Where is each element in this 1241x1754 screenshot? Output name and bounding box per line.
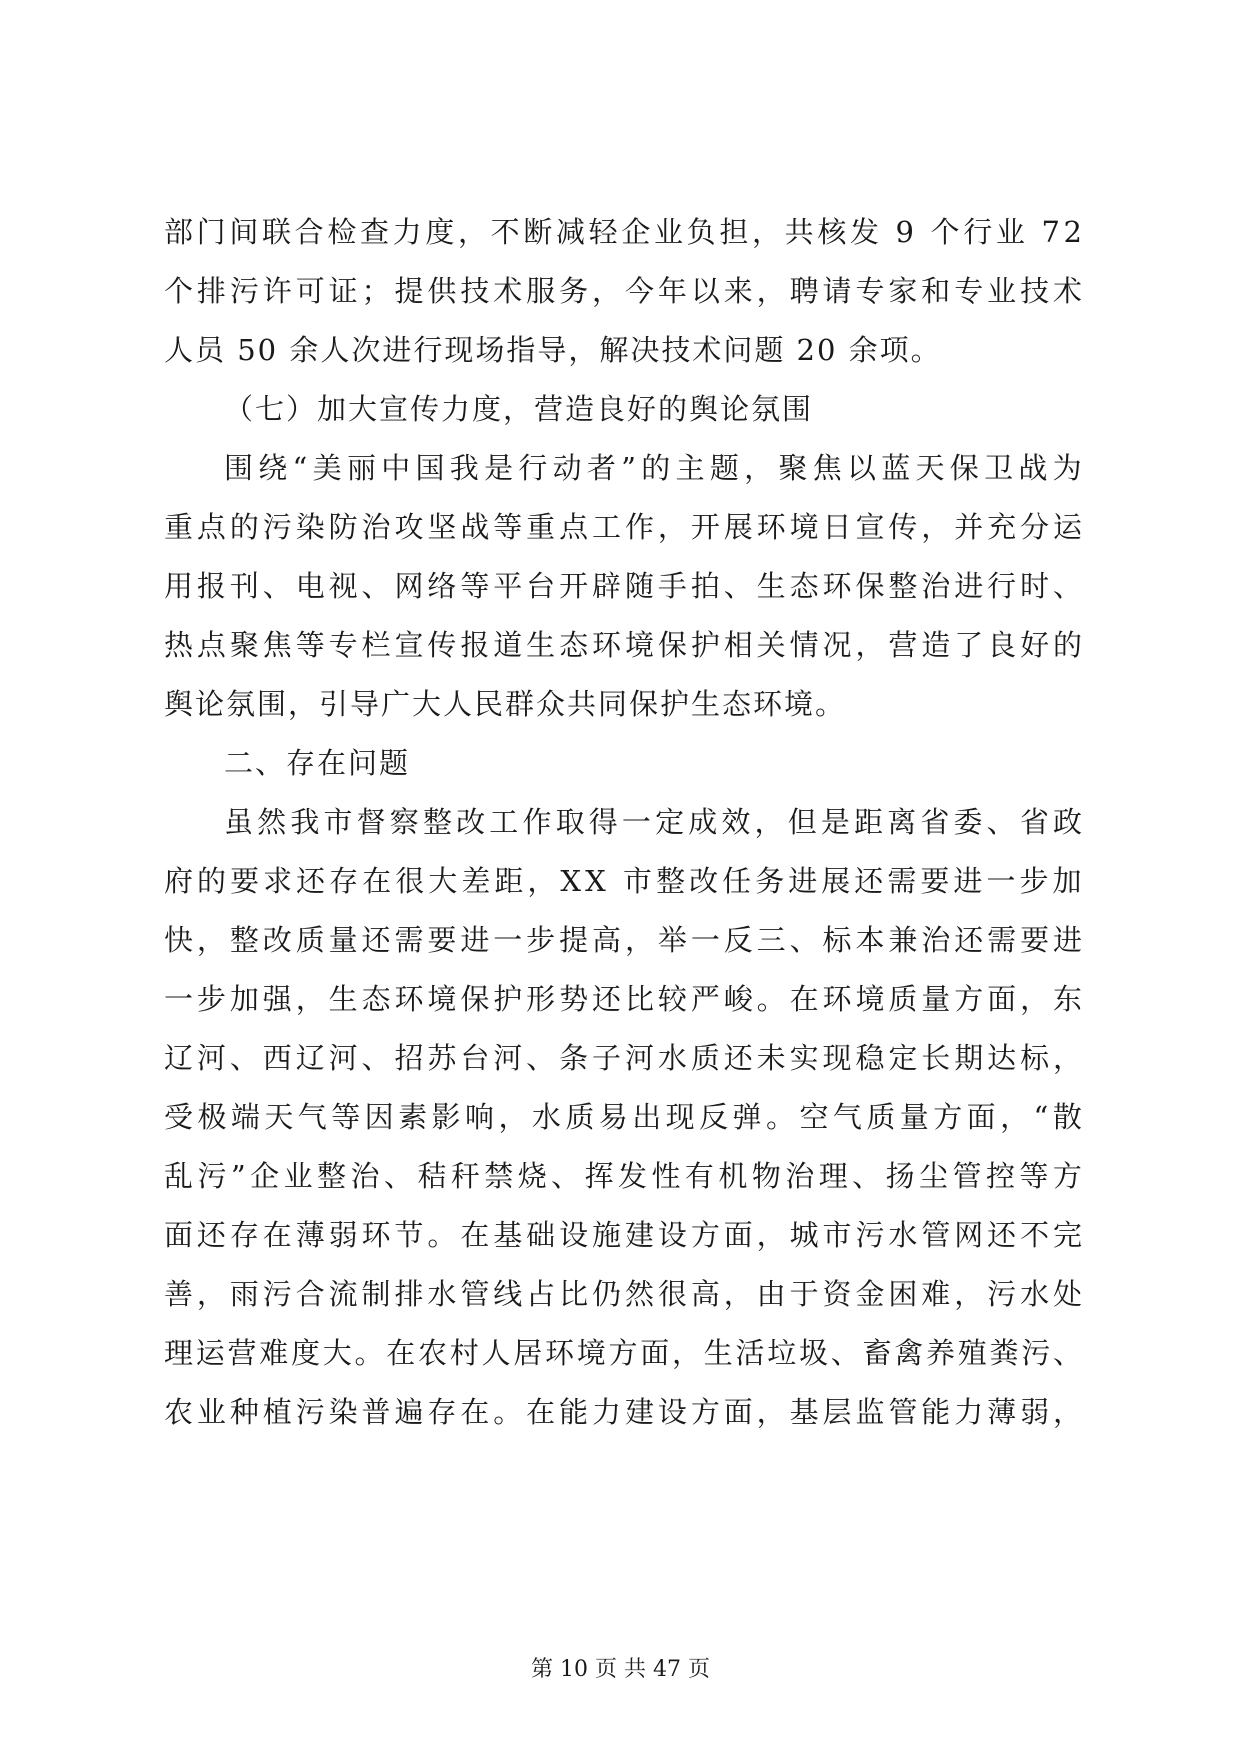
text-line: 部门间联合检查力度，不断减轻企业负担，共核发 9 个行业 72 [164, 215, 1086, 249]
document-body [164, 203, 1087, 1442]
heading-text: 二、存在问题 [224, 746, 411, 780]
text-line: 虽然我市督察整改工作取得一定成效，但是距离省委、省政 [224, 805, 1087, 839]
text-line: 热点聚焦等专栏宣传报道生态环境保护相关情况，营造了良好的 [164, 628, 1086, 662]
text-line: 面还存在薄弱环节。在基础设施建设方面，城市污水管网还不完 [164, 1218, 1086, 1252]
paragraph-problems [164, 793, 1087, 1442]
text-line: 重点的污染防治攻坚战等重点工作，开展环境日宣传，并充分运 [164, 510, 1086, 544]
text-line: 人员 50 余人次进行现场指导，解决技术问题 20 余项。 [164, 333, 942, 367]
text-line: 农业种植污染普遍存在。在能力建设方面，基层监管能力薄弱， [164, 1395, 1086, 1429]
paragraph-publicity [164, 439, 1087, 734]
text-line: 围绕“美丽中国我是行动者”的主题，聚焦以蓝天保卫战为 [224, 451, 1087, 485]
text-line: 一步加强，生态环境保护形势还比较严峻。在环境质量方面，东 [164, 982, 1086, 1016]
paragraph-permits [164, 203, 1084, 380]
text-line: 个排污许可证；提供技术服务，今年以来，聘请专家和专业技术 [164, 274, 1086, 308]
text-line: 辽河、西辽河、招苏台河、条子河水质还未实现稳定长期达标， [164, 1041, 1086, 1075]
text-line: 理运营难度大。在农村人居环境方面，生活垃圾、畜禽养殖粪污、 [164, 1336, 1085, 1370]
text-line: 舆论氛围，引导广大人民群众共同保护生态环境。 [164, 687, 847, 721]
section-heading-publicity [164, 380, 1084, 439]
text-line: 快，整改质量还需要进一步提高，举一反三、标本兼治还需要进 [164, 923, 1086, 957]
text-line: 用报刊、电视、网络等平台开辟随手拍、生态环保整治进行时、 [164, 569, 1086, 603]
section-heading-problems [164, 734, 1084, 793]
text-line: 乱污”企业整治、秸秆禁烧、挥发性有机物治理、扬尘管控等方 [164, 1159, 1087, 1193]
text-line: 府的要求还存在很大差距，XX 市整改任务进展还需要进一步加 [164, 864, 1086, 898]
text-line: 善，雨污合流制排水管线占比仍然很高，由于资金困难，污水处 [164, 1277, 1086, 1311]
page-number-footer: 第 10 页 共 47 页 [531, 1657, 710, 1682]
heading-text: （七）加大宣传力度，营造良好的舆论氛围 [224, 392, 814, 426]
text-line: 受极端天气等因素影响，水质易出现反弹。空气质量方面，“散 [164, 1100, 1087, 1134]
